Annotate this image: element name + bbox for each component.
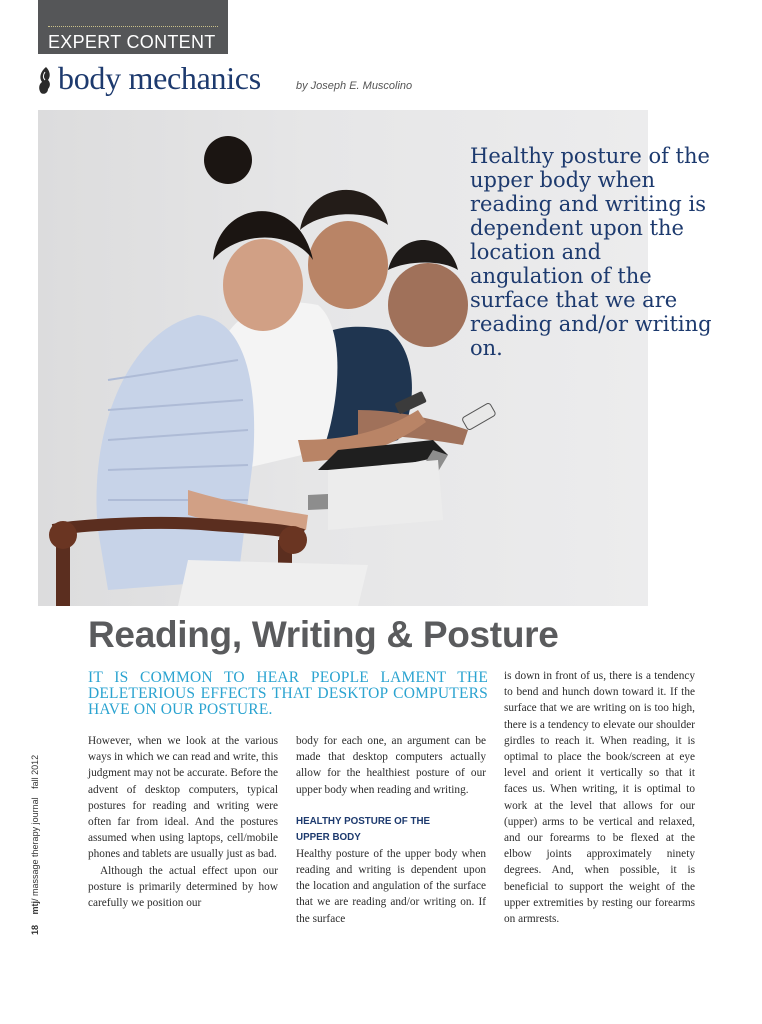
article-headline: Reading, Writing & Posture [88,614,559,655]
section-tag-label: EXPERT CONTENT [48,32,216,52]
issue-season: fall 2012 [30,754,40,789]
page-folio [30,735,44,935]
paragraph: Healthy posture of the upper body when reading and writing is dependent upon the location and angulation of the surface that we are reading and/or writing on. If the surface [296,847,486,925]
article-deck: IT IS COMMON TO HEAR PEOPLE LAMENT THE DELETERIOUS EFFECTS THAT DESKTOP COMPUTERS HAVE ON OUR POSTURE. [88,669,488,718]
subhead-line: UPPER BODY [296,831,361,843]
journal-name: / massage therapy journal [30,797,40,901]
body-column-3 [504,668,695,927]
page-number: 18 [30,924,40,935]
body-column-1 [88,733,278,911]
paragraph: However, when we look at the various ways in which we can read and write, this judgment may not be accurate. Before the advent of desktop computers, typical postures for reading and writing were often far from ideal. And the postures assumed when using laptops, cell/mobile phones and tablets are usually just as bad. [88,735,278,861]
paragraph: Although the actual effect upon our posture is primarily determined by how carefully we position our [88,864,278,910]
department-title: body mechanics [58,60,261,96]
paragraph: is down in front of us, there is a tendency to bend and hunch down toward it. If the surface that we are writing on is too high, there is a tendency to elevate our shoulder girdles to reach it. When reading, it is optimal to place the book/screen at eye level and orient it vertically so that it faces us. When writing, it is optimal to work at the level that allows for our (upper) arms to be vertical and relaxed, and our forearms to be flexed at the elbow joints approximately ninety degrees. And, when possible, it is beneficial to support the weight of the upper extremities by resting our forearms on armrests. [504,670,695,926]
subhead-line: HEALTHY POSTURE OF THE [296,815,431,827]
section-tag [38,0,228,54]
byline: by Joseph E. Muscolino [296,80,413,92]
hand-leaf-icon [36,66,56,96]
section-subhead [296,814,486,846]
journal-abbrev: mtj [30,900,40,915]
body-column-2 [296,733,486,927]
woman-legs-shape [178,560,368,606]
section-tag-rule [48,26,218,27]
paragraph: body for each one, an argument can be made that desktop computers actually allow for the healthiest posture of our upper body when reading and writing. [296,735,486,796]
pull-quote: Healthy posture of the upper body when reading and writing is dependent upon the location and angulation of the surface that we are reading and/or writing on. [470,144,712,360]
